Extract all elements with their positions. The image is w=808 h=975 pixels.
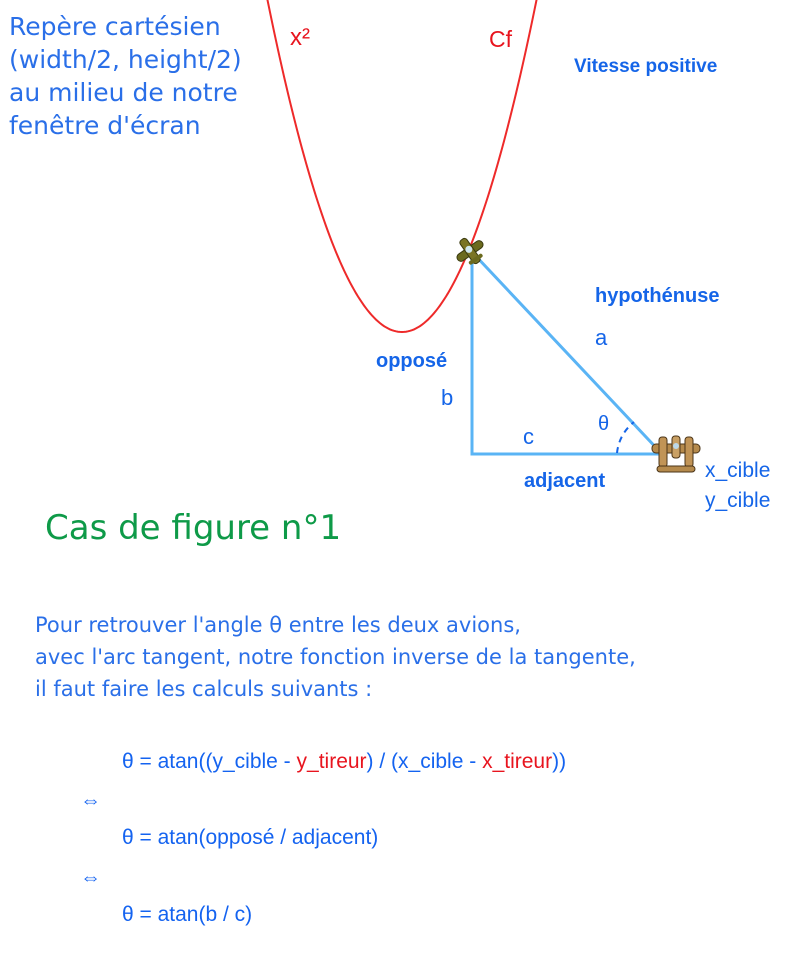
formula-shooter-y: y_tireur [296,750,367,773]
right-triangle [472,252,662,454]
intro-line: (width/2, height/2) [9,45,242,74]
explanation-line: Pour retrouver l'angle θ entre les deux avions, [35,613,521,637]
intro-line: fenêtre d'écran [9,111,201,140]
equivalence-symbol: ⇔ [80,866,101,889]
speed-label: Vitesse positive [574,56,718,77]
formula-shooter-x: x_tireur [482,750,553,773]
target-x-label: x_cible [705,459,771,482]
x-squared-label: x² [290,24,310,51]
adjacent-label: adjacent [524,470,606,492]
explanation-line: avec l'arc tangent, notre fonction inverse de la tangente, [35,645,636,669]
angle-arc [617,422,634,453]
case-title: Cas de figure n°1 [45,508,342,548]
intro-line: Repère cartésien [9,12,221,41]
explanation-line: il faut faire les calculs suivants : [35,677,373,701]
equivalence-symbol: ⇔ [80,789,101,812]
formula-2: θ = atan(opposé / adjacent) [122,826,379,849]
hypotenuse-letter: a [595,325,608,350]
formula-text: )) [552,750,567,773]
intro-line: au milieu de notre [9,78,238,107]
target-plane-icon [652,436,700,472]
intro-text [9,10,242,142]
explanation [35,609,636,705]
angle-label: θ [598,413,610,435]
formula-1 [122,750,566,774]
cf-label: Cf [489,26,512,52]
target-y-label: y_cible [705,489,771,512]
hypotenuse-label: hypothénuse [595,285,720,307]
formula-text: θ = atan((y_cible - [122,750,297,773]
formula-text: ) / (x_cible - [366,750,483,773]
formula-3: θ = atan(b / c) [122,903,253,926]
opposite-label: opposé [376,350,448,372]
opposite-letter: b [441,385,454,410]
adjacent-letter: c [523,424,534,449]
